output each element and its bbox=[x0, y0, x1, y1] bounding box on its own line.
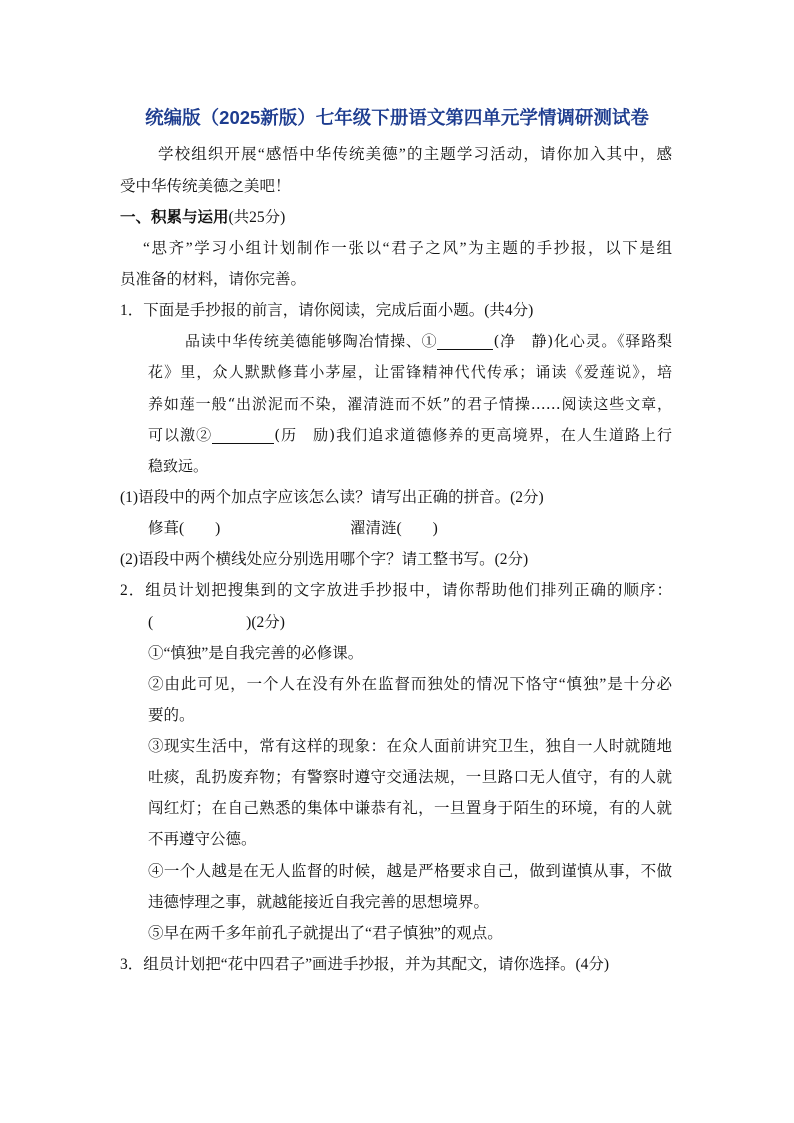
section-lead-line-1: “思齐”学习小组计划制作一张以“君子之风”为主题的手抄报，以下是组 bbox=[143, 239, 672, 257]
passage-line-1-after-blank: (净 静)化心灵。《驿路梨 bbox=[493, 332, 672, 351]
q2-item-2-line-1: ②由此可见，一个人在没有外在监督而独处的情况下恪守“慎独”是十分必 bbox=[148, 675, 672, 693]
paper-title: 统编版（2025新版）七年级下册语文第四单元学情调研测试卷 bbox=[145, 107, 649, 128]
intro-line-1: 学校组织开展“感悟中华传统美德”的主题学习活动，请你加入其中，感 bbox=[158, 146, 672, 164]
passage-line-1 bbox=[185, 326, 672, 357]
q1-sub2-stem: (2)语段中两个横线处应分别选用哪个字？请工整书写。(2分) bbox=[120, 551, 529, 569]
q2-item-5-line-1: ⑤早在两千多年前孔子就提出了“君子慎独”的观点。 bbox=[148, 924, 503, 942]
section-heading-title: 一、积累与运用 bbox=[120, 208, 229, 226]
passage-line-3: 养如莲一般“出淤泥而不染，濯清涟而不妖”的君子情操……阅读这些文章， bbox=[148, 394, 672, 413]
q2-item-4-line-1: ④一个人越是在无人监督的时候，越是严格要求自己，做到谨慎从事，不做 bbox=[148, 862, 672, 880]
q2-item-3-line-3: 闯红灯；在自己熟悉的集体中谦恭有礼，一旦置身于陌生的环境，有的人就 bbox=[148, 800, 672, 818]
passage-line-2: 花》里，众人默默修葺小茅屋，让雷锋精神代代传承；诵读《爱莲说》，培 bbox=[148, 363, 672, 382]
passage-line-4-after-blank: (历 励)我们追求道德修养的更高境界，在人生道路上行 bbox=[274, 425, 672, 444]
q2-stem: 2．组员计划把搜集到的文字放进手抄报中，请你帮助他们排列正确的顺序： bbox=[120, 582, 672, 600]
q2-answer-line: ( )(2分) bbox=[148, 613, 285, 631]
section-lead-line-2: 员准备的材料，请你完善。 bbox=[120, 270, 307, 288]
q1-stem: 1．下面是手抄报的前言，请你阅读，完成后面小题。(共4分) bbox=[120, 302, 534, 320]
q2-item-2-line-2: 要的。 bbox=[148, 706, 195, 724]
pinyin-blank-zhuoqinglian: 濯清涟( ) bbox=[350, 520, 438, 538]
passage-line-4-before-blank: 可以激② bbox=[148, 425, 213, 444]
q2-item-3-line-1: ③现实生活中，常有这样的现象：在众人面前讲究卫生，独自一人时就随地 bbox=[148, 738, 672, 756]
passage-line-1-before-blank: 品读中华传统美德能够陶冶情操、① bbox=[185, 332, 438, 351]
pinyin-blank-xiuqi: 修葺( ) bbox=[148, 520, 221, 538]
section-heading bbox=[120, 202, 672, 233]
q2-item-3-line-4: 不再遵守公德。 bbox=[148, 831, 257, 849]
q1-passage bbox=[0, 326, 794, 482]
q2-item-3-line-2: 吐痰，乱扔废弃物；有警察时遵守交通法规，一旦路口无人值守，有的人就 bbox=[148, 769, 672, 787]
q2-item-1-line-1: ①“慎独”是自我完善的必修课。 bbox=[148, 644, 364, 662]
answer-blank-2 bbox=[212, 427, 274, 444]
passage-line-4 bbox=[148, 420, 672, 451]
q2-item-4-line-2: 违德悖理之事，就越能接近自我完善的思想境界。 bbox=[148, 893, 490, 911]
paper-body bbox=[0, 139, 794, 980]
section-heading-score: (共25分) bbox=[228, 208, 286, 226]
q1-sub1-stem: (1)语段中的两个加点字应该怎么读？请写出正确的拼音。(2分) bbox=[120, 488, 544, 506]
q3-stem: 3．组员计划把“花中四君子”画进手抄报，并为其配文，请你选择。(4分) bbox=[120, 956, 610, 974]
intro-line-2: 受中华传统美德之美吧！ bbox=[120, 177, 291, 195]
passage-line-5: 稳致远。 bbox=[148, 456, 209, 475]
q1-sub1-answers bbox=[0, 513, 672, 544]
answer-blank-1 bbox=[437, 333, 493, 350]
